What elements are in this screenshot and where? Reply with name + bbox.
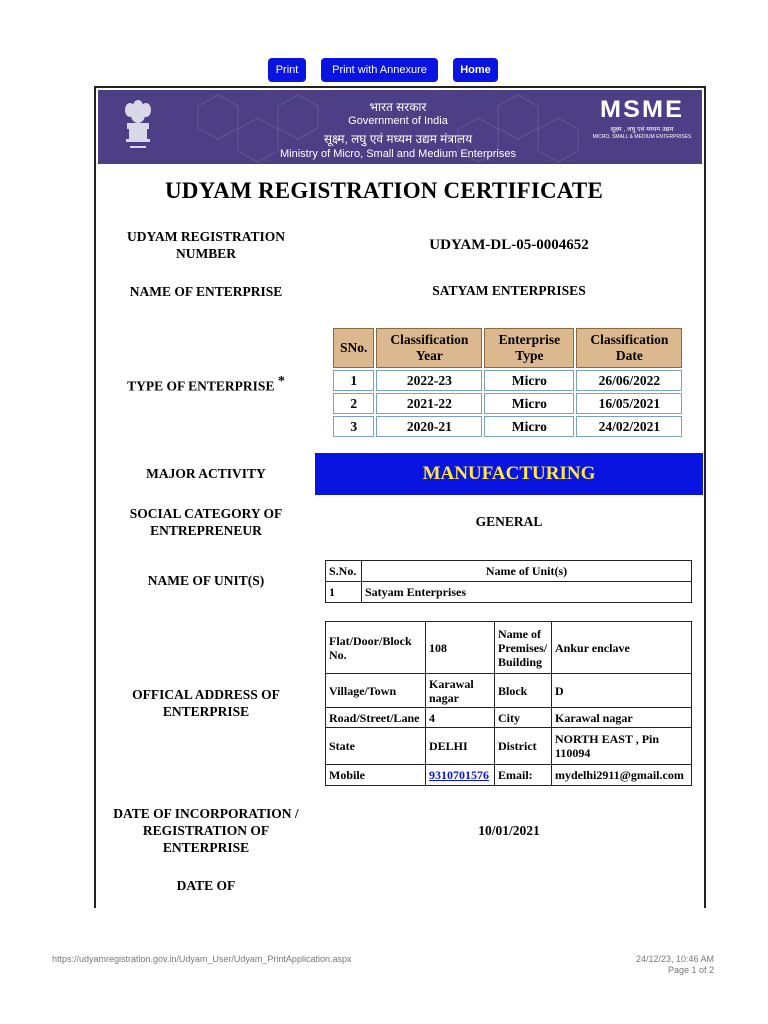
address-row xyxy=(326,674,692,708)
registration-number-label: UDYAM REGISTRATION NUMBER xyxy=(127,229,285,261)
flat-label: Flat/Door/Block No. xyxy=(326,622,426,674)
classification-header-row xyxy=(333,328,682,368)
mobile-value xyxy=(426,765,495,786)
block-label: Block xyxy=(495,674,552,708)
footer-timestamp: 24/12/23, 10:46 AM xyxy=(635,954,714,964)
village-value: Karawal nagar xyxy=(426,674,495,708)
district-label: District xyxy=(495,728,552,765)
cell-type: Micro xyxy=(484,370,574,391)
units-cell-sno: 1 xyxy=(326,582,362,603)
national-emblem-icon xyxy=(120,98,156,154)
mobile-link[interactable]: 9310701576 xyxy=(429,768,489,782)
footer-page-number: Page 1 of 2 xyxy=(667,965,714,975)
cell-year: 2022-23 xyxy=(376,370,482,391)
road-label: Road/Street/Lane xyxy=(326,708,426,728)
banner-hindi-government: भारत सरकार xyxy=(369,100,427,114)
address-table xyxy=(325,621,692,786)
units-label: NAME OF UNIT(S) xyxy=(147,573,265,588)
msme-logo-subtitle: MICRO, SMALL & MEDIUM ENTERPRISES xyxy=(592,134,692,140)
units-header-sno: S.No. xyxy=(326,561,362,582)
address-row xyxy=(326,728,692,765)
banner-hindi-ministry: सूक्ष्म, लघु एवं मध्यम उद्यम मंत्रालय xyxy=(323,132,473,146)
cell-sno: 3 xyxy=(333,416,374,437)
classification-row xyxy=(333,393,682,414)
header-classification-year: Classification Year xyxy=(376,328,482,368)
home-button[interactable]: Home xyxy=(453,58,498,82)
msme-logo-hindi: सूक्ष्म , लघु एवं मध्यम उद्यम xyxy=(610,126,674,133)
city-label: City xyxy=(495,708,552,728)
print-button[interactable]: Print xyxy=(268,58,306,82)
block-value: D xyxy=(552,674,692,708)
registration-number-value: UDYAM-DL-05-0004652 xyxy=(429,237,589,253)
units-header-row xyxy=(326,561,692,582)
address-label: OFFICAL ADDRESS OF ENTERPRISE xyxy=(132,687,280,719)
units-table xyxy=(325,560,692,603)
cell-type: Micro xyxy=(484,393,574,414)
msme-logo xyxy=(592,98,692,140)
banner-ministry-name: Ministry of Micro, Small and Medium Enterprises xyxy=(280,148,516,160)
major-activity-value: MANUFACTURING xyxy=(315,453,703,495)
email-label: Email: xyxy=(495,765,552,786)
city-value: Karawal nagar xyxy=(552,708,692,728)
date-of-label: DATE OF xyxy=(176,878,236,893)
state-label: State xyxy=(326,728,426,765)
footer-meta xyxy=(636,954,714,976)
classification-row xyxy=(333,416,682,437)
premises-value: Ankur enclave xyxy=(552,622,692,674)
units-header-name: Name of Unit(s) xyxy=(362,561,692,582)
banner-government-of-india: Government of India xyxy=(348,115,448,127)
social-category-value: GENERAL xyxy=(475,514,543,529)
enterprise-type-label xyxy=(104,373,308,395)
mobile-label: Mobile xyxy=(326,765,426,786)
flat-value: 108 xyxy=(426,622,495,674)
toolbar xyxy=(0,58,768,82)
enterprise-name-label: NAME OF ENTERPRISE xyxy=(129,284,283,299)
cell-sno: 2 xyxy=(333,393,374,414)
units-cell-name: Satyam Enterprises xyxy=(362,582,692,603)
address-row xyxy=(326,708,692,728)
cell-type: Micro xyxy=(484,416,574,437)
cell-date: 26/06/2022 xyxy=(576,370,682,391)
enterprise-type-label-text: TYPE OF ENTERPRISE xyxy=(127,378,275,394)
header-sno: SNo. xyxy=(333,328,374,368)
enterprise-name-value: SATYAM ENTERPRISES xyxy=(432,283,586,298)
cell-year: 2021-22 xyxy=(376,393,482,414)
footer-url: https://udyamregistration.gov.in/Udyam_User/Udyam_PrintApplication.aspx xyxy=(52,954,352,964)
social-category-label: SOCIAL CATEGORY OF ENTREPRENEUR xyxy=(129,506,283,538)
asterisk-mark: * xyxy=(277,374,285,389)
state-value: DELHI xyxy=(426,728,495,765)
cell-year: 2020-21 xyxy=(376,416,482,437)
village-label: Village/Town xyxy=(326,674,426,708)
msme-logo-text: MSME xyxy=(600,96,684,123)
address-row xyxy=(326,765,692,786)
header-enterprise-type: Enterprise Type xyxy=(484,328,574,368)
cell-date: 24/02/2021 xyxy=(576,416,682,437)
incorporation-label: DATE OF INCORPORATION / REGISTRATION OF ENTERPRISE xyxy=(113,806,299,855)
certificate-title: UDYAM REGISTRATION CERTIFICATE xyxy=(164,178,603,203)
units-row xyxy=(326,582,692,603)
road-value: 4 xyxy=(426,708,495,728)
header-classification-date: Classification Date xyxy=(576,328,682,368)
government-banner xyxy=(98,90,702,164)
cell-date: 16/05/2021 xyxy=(576,393,682,414)
premises-label: Name of Premises/ Building xyxy=(495,622,552,674)
major-activity-label: MAJOR ACTIVITY xyxy=(146,466,266,481)
email-value: mydelhi2911@gmail.com xyxy=(552,765,692,786)
address-row xyxy=(326,622,692,674)
cell-sno: 1 xyxy=(333,370,374,391)
classification-row xyxy=(333,370,682,391)
classification-table xyxy=(331,326,684,439)
print-with-annexure-button[interactable]: Print with Annexure xyxy=(321,58,438,82)
incorporation-date-value: 10/01/2021 xyxy=(478,823,540,838)
district-value: NORTH EAST , Pin 110094 xyxy=(552,728,692,765)
